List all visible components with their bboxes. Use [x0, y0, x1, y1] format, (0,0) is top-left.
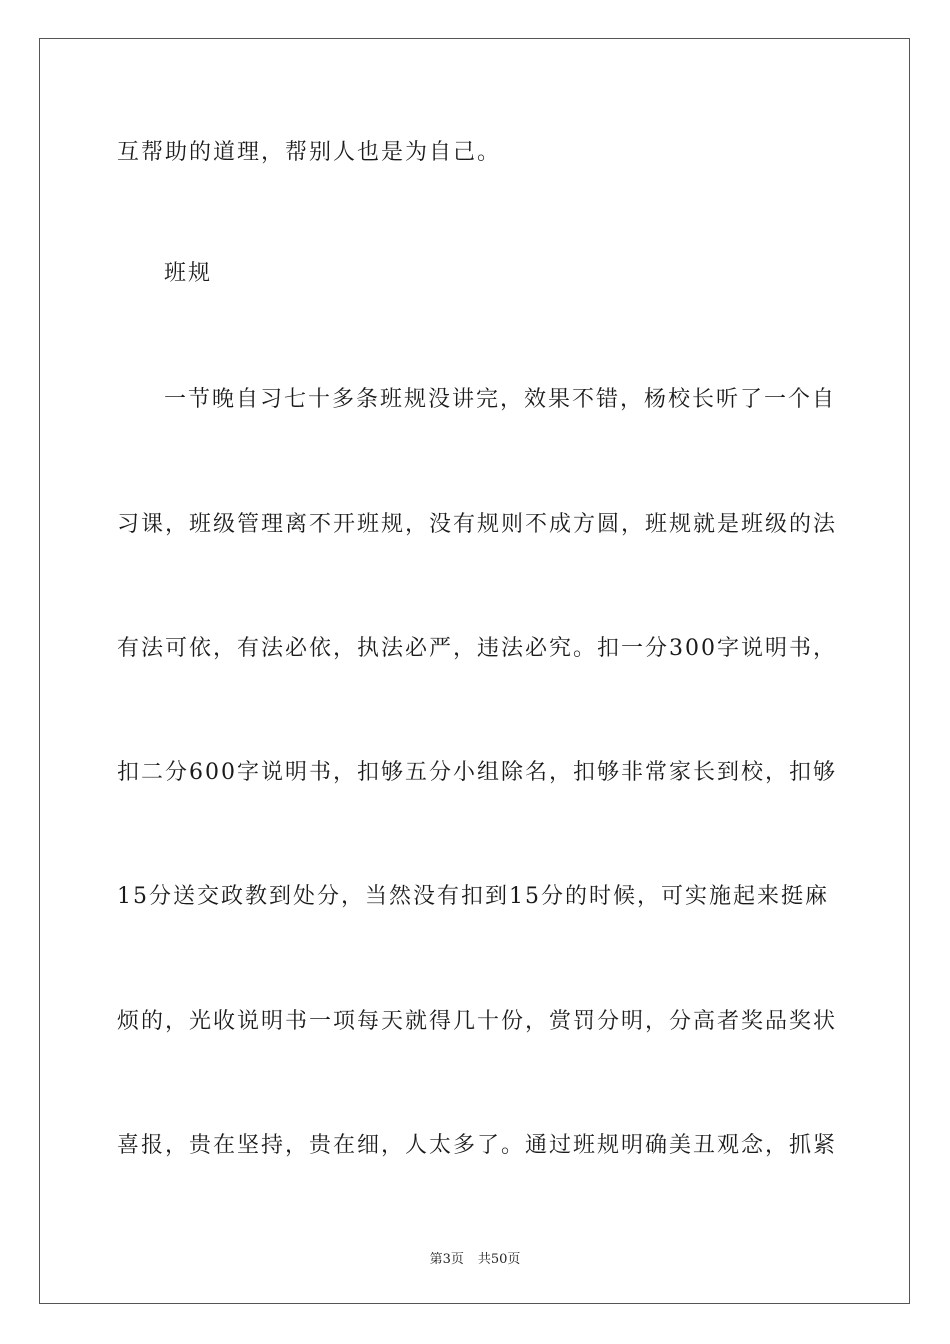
page-border — [39, 38, 910, 1304]
paragraph-line-4: 有法可依，有法必依，执法必严，违法必究。扣一分300字说明书， — [117, 636, 837, 661]
paragraph-line-5: 扣二分600字说明书，扣够五分小组除名，扣够非常家长到校，扣够 — [117, 760, 837, 785]
page-total: 共50页 — [477, 1252, 521, 1267]
page-footer — [0, 1248, 950, 1267]
paragraph-line-7: 烦的，光收说明书一项每天就得几十份，赏罚分明，分高者奖品奖状 — [117, 1009, 838, 1034]
paragraph-line-6: 15分送交政教到处分，当然没有扣到15分的时候，可实施起来挺麻 — [117, 884, 829, 909]
paragraph-line-2: 一节晚自习七十多条班规没讲完，效果不错，杨校长听了一个自 — [164, 387, 837, 412]
section-heading: 班规 — [164, 261, 213, 286]
paragraph-line-8: 喜报，贵在坚持，贵在细，人太多了。通过班规明确美丑观念，抓紧 — [117, 1133, 838, 1158]
paragraph-line-3: 习课，班级管理离不开班规，没有规则不成方圆，班规就是班级的法 — [117, 512, 838, 537]
page-number: 第3页 — [429, 1252, 464, 1267]
paragraph-line-1: 互帮助的道理，帮别人也是为自己。 — [117, 140, 502, 165]
